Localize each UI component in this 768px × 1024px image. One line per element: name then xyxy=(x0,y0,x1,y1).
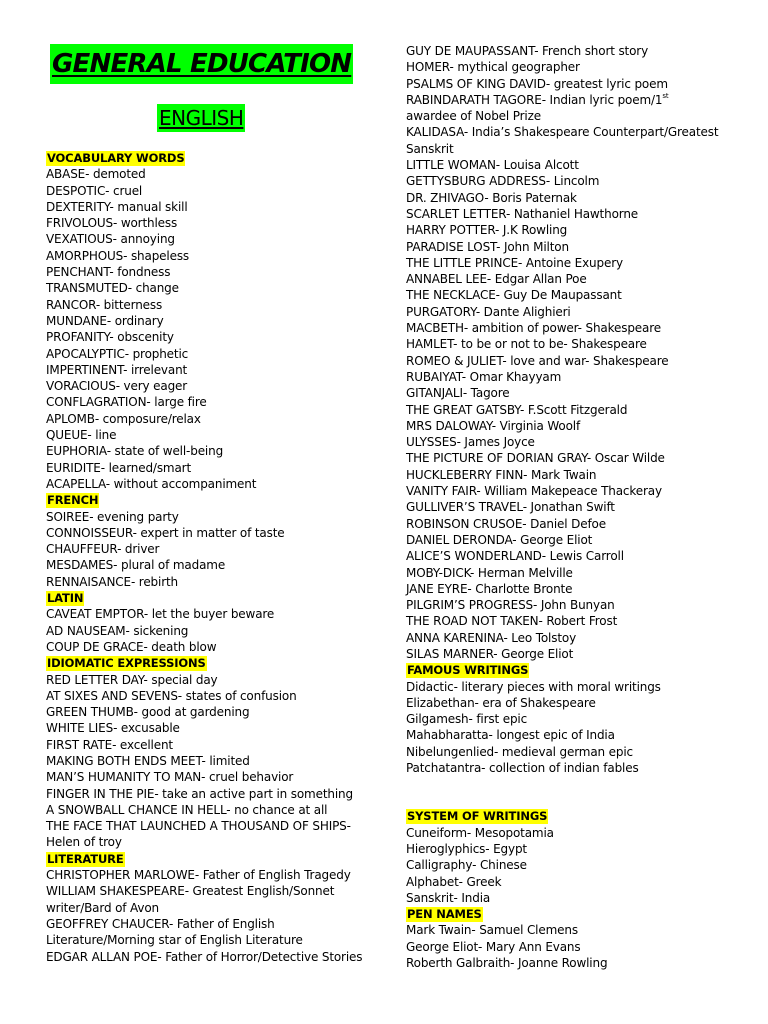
list-item: HOMER- mythical geographer xyxy=(406,60,580,75)
list-item: Mahabharatta- longest epic of India xyxy=(406,728,615,743)
section-heading-row xyxy=(46,150,386,166)
list-item: Mark Twain- Samuel Clemens xyxy=(406,923,578,938)
list-item: GEOFFREY CHAUCER- Father of English xyxy=(46,916,275,931)
list-item: ROBINSON CRUSOE- Daniel Defoe xyxy=(406,516,606,531)
list-item-tagore: RABINDARATH TAGORE- Indian lyric poem/1st xyxy=(406,91,669,107)
list-item: AMORPHOUS- shapeless xyxy=(46,248,190,263)
list-item: DR. ZHIVAGO- Boris Paternak xyxy=(406,190,577,205)
list-item: PROFANITY- obscenity xyxy=(46,330,174,345)
list-item: HARRY POTTER- J.K Rowling xyxy=(406,223,568,238)
section-left-2 xyxy=(46,590,386,655)
section-left-3 xyxy=(46,655,386,851)
section-heading: VOCABULARY WORDS xyxy=(47,151,185,165)
list-item: ALICE’S WONDERLAND- Lewis Carroll xyxy=(406,549,624,564)
list-item: RED LETTER DAY- special day xyxy=(46,672,218,687)
list-item: CONFLAGRATION- large fire xyxy=(46,395,207,410)
left-column xyxy=(46,150,386,965)
list-item: CHRISTOPHER MARLOWE- Father of English Tragedy xyxy=(46,868,351,883)
list-item: FRIVOLOUS- worthless xyxy=(46,216,178,231)
section-heading: IDIOMATIC EXPRESSIONS xyxy=(47,656,206,671)
list-item: VORACIOUS- very eager xyxy=(46,379,188,394)
list-item: Alphabet- Greek xyxy=(406,874,502,889)
list-item: Gilgamesh- first epic xyxy=(406,712,528,727)
section-heading: FRENCH xyxy=(47,493,99,508)
right-column xyxy=(406,43,746,971)
right-sections xyxy=(406,662,746,971)
section-heading-row xyxy=(46,590,386,606)
list-item: COUP DE GRACE- death blow xyxy=(46,639,217,654)
section-heading: LATIN xyxy=(47,591,84,606)
list-item: awardee of Nobel Prize xyxy=(406,109,541,124)
list-item: TRANSMUTED- change xyxy=(46,281,179,296)
section-heading-row xyxy=(46,655,386,671)
list-item: RANCOR- bitterness xyxy=(46,297,163,312)
list-item: KALIDASA- India’s Shakespeare Counterpart/Greatest xyxy=(406,125,719,140)
list-item: FINGER IN THE PIE- take an active part in something xyxy=(46,786,353,801)
list-item: Roberth Galbraith- Joanne Rowling xyxy=(406,956,608,971)
section-heading: SYSTEM OF WRITINGS xyxy=(407,809,548,824)
list-item: GREEN THUMB- good at gardening xyxy=(46,705,250,720)
list-item: PURGATORY- Dante Alighieri xyxy=(406,304,571,319)
section-heading: FAMOUS WRITINGS xyxy=(407,663,529,678)
list-item: VEXATIOUS- annoying xyxy=(46,232,175,247)
spacer xyxy=(406,776,746,808)
section-heading-row xyxy=(406,662,746,678)
list-item: Sanskrit xyxy=(406,141,454,156)
page-subtitle: ENGLISH xyxy=(159,106,244,130)
list-item: SILAS MARNER- George Eliot xyxy=(406,646,574,661)
list-item: Literature/Morning star of English Literature xyxy=(46,933,303,948)
list-item: Sanskrit- India xyxy=(406,890,491,905)
section-heading-row xyxy=(46,851,386,867)
title-block xyxy=(50,44,355,84)
list-item: QUEUE- line xyxy=(46,428,117,443)
section-right-1 xyxy=(406,808,746,906)
list-item: APOCALYPTIC- prophetic xyxy=(46,346,189,361)
list-item: AT SIXES AND SEVENS- states of confusion xyxy=(46,688,297,703)
list-item: PENCHANT- fondness xyxy=(46,265,171,280)
list-item: LITTLE WOMAN- Louisa Alcott xyxy=(406,158,579,173)
list-item: ANNA KARENINA- Leo Tolstoy xyxy=(406,630,577,645)
list-item: THE PICTURE OF DORIAN GRAY- Oscar Wilde xyxy=(406,451,665,466)
section-left-0 xyxy=(46,150,386,492)
list-item: DANIEL DERONDA- George Eliot xyxy=(406,532,593,547)
list-item: GITANJALI- Tagore xyxy=(406,386,510,401)
section-heading-row xyxy=(406,808,746,824)
section-right-0 xyxy=(406,662,746,776)
list-item: AD NAUSEAM- sickening xyxy=(46,623,189,638)
list-item: THE GREAT GATSBY- F.Scott Fitzgerald xyxy=(406,402,628,417)
list-item: THE NECKLACE- Guy De Maupassant xyxy=(406,288,622,303)
list-item: Cuneiform- Mesopotamia xyxy=(406,825,554,840)
list-item: George Eliot- Mary Ann Evans xyxy=(406,939,581,954)
list-item: Didactic- literary pieces with moral writings xyxy=(406,679,661,694)
list-item: A SNOWBALL CHANCE IN HELL- no chance at all xyxy=(46,802,328,817)
section-heading: PEN NAMES xyxy=(407,907,482,922)
list-item: ACAPELLA- without accompaniment xyxy=(46,476,257,491)
list-item: APLOMB- composure/relax xyxy=(46,411,201,426)
list-item: PILGRIM’S PROGRESS- John Bunyan xyxy=(406,598,615,613)
section-left-1 xyxy=(46,492,386,590)
right-literature-list xyxy=(406,108,746,662)
list-item: GULLIVER’S TRAVEL- Jonathan Swift xyxy=(406,500,615,515)
subtitle-block xyxy=(157,104,245,132)
list-item: MOBY-DICK- Herman Melville xyxy=(406,565,573,580)
superscript: st xyxy=(662,91,669,100)
list-item: FIRST RATE- excellent xyxy=(46,737,173,752)
section-heading-row xyxy=(406,906,746,922)
list-item: DESPOTIC- cruel xyxy=(46,183,143,198)
list-item: THE LITTLE PRINCE- Antoine Exupery xyxy=(406,255,623,270)
list-item: ULYSSES- James Joyce xyxy=(406,435,535,450)
list-item: JANE EYRE- Charlotte Bronte xyxy=(406,581,573,596)
list-item: HUCKLEBERRY FINN- Mark Twain xyxy=(406,467,597,482)
list-item: THE FACE THAT LAUNCHED A THOUSAND OF SHIPS- xyxy=(46,819,351,834)
section-heading: LITERATURE xyxy=(47,851,124,866)
list-item: ROMEO & JULIET- love and war- Shakespeare xyxy=(406,353,669,368)
list-item: SCARLET LETTER- Nathaniel Hawthorne xyxy=(406,206,639,221)
list-item: CONNOISSEUR- expert in matter of taste xyxy=(46,525,285,540)
page-title: GENERAL EDUCATION xyxy=(50,44,353,84)
list-item: MAN’S HUMANITY TO MAN- cruel behavior xyxy=(46,770,294,785)
list-item: RUBAIYAT- Omar Khayyam xyxy=(406,369,562,384)
section-left-4 xyxy=(46,851,386,965)
list-item: RENNAISANCE- rebirth xyxy=(46,574,179,589)
list-item: MAKING BOTH ENDS MEET- limited xyxy=(46,753,250,768)
list-item: CHAUFFEUR- driver xyxy=(46,542,160,557)
list-item: Hieroglyphics- Egypt xyxy=(406,841,527,856)
list-item: SOIREE- evening party xyxy=(46,509,179,524)
list-item: WILLIAM SHAKESPEARE- Greatest English/Sonnet xyxy=(46,884,335,899)
list-item: Calligraphy- Chinese xyxy=(406,858,527,873)
list-item: HAMLET- to be or not to be- Shakespeare xyxy=(406,337,647,352)
list-item: GUY DE MAUPASSANT- French short story xyxy=(406,44,649,58)
list-item: WHITE LIES- excusable xyxy=(46,721,180,736)
list-item: ABASE- demoted xyxy=(46,167,146,182)
section-right-2 xyxy=(406,906,746,971)
list-item: Nibelungenlied- medieval german epic xyxy=(406,744,634,759)
list-item: PSALMS OF KING DAVID- greatest lyric poem xyxy=(406,76,668,91)
section-heading-row xyxy=(46,492,386,508)
list-item: Patchatantra- collection of indian fables xyxy=(406,761,639,776)
right-top-list xyxy=(406,43,746,92)
list-item: VANITY FAIR- William Makepeace Thackeray xyxy=(406,484,662,499)
list-item: Helen of troy xyxy=(46,835,122,850)
list-item: GETTYSBURG ADDRESS- Lincolm xyxy=(406,174,600,189)
list-item: DEXTERITY- manual skill xyxy=(46,199,188,214)
list-item: PARADISE LOST- John Milton xyxy=(406,239,569,254)
list-item: THE ROAD NOT TAKEN- Robert Frost xyxy=(406,614,618,629)
list-item: writer/Bard of Avon xyxy=(46,900,159,915)
list-item: IMPERTINENT- irrelevant xyxy=(46,362,188,377)
list-item: CAVEAT EMPTOR- let the buyer beware xyxy=(46,607,275,622)
list-item: MUNDANE- ordinary xyxy=(46,313,164,328)
list-item: MACBETH- ambition of power- Shakespeare xyxy=(406,321,661,336)
list-item: MRS DALOWAY- Virginia Woolf xyxy=(406,418,581,433)
list-item: ANNABEL LEE- Edgar Allan Poe xyxy=(406,272,587,287)
list-item: EDGAR ALLAN POE- Father of Horror/Detective Stories xyxy=(46,949,363,964)
list-item: EUPHORIA- state of well-being xyxy=(46,444,224,459)
list-item: EURIDITE- learned/smart xyxy=(46,460,192,475)
list-item: Elizabethan- era of Shakespeare xyxy=(406,695,596,710)
list-item: MESDAMES- plural of madame xyxy=(46,558,226,573)
